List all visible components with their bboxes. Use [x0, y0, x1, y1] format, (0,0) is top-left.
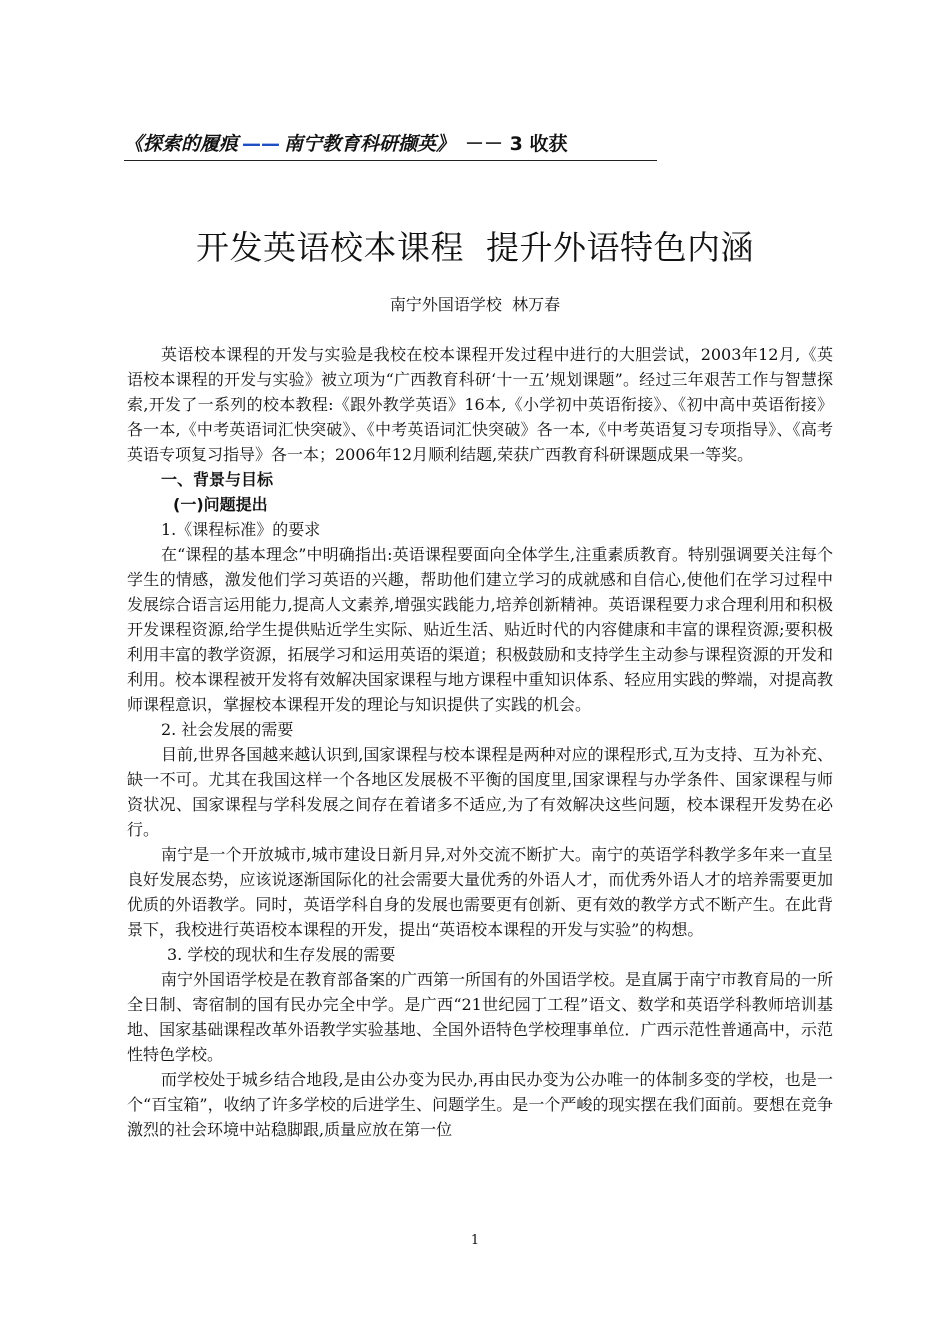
body-paragraph-5: 而学校处于城乡结合地段,是由公办变为民办,再由民办变为公办唯一的体制多变的学校，也是一个“百宝箱”，收纳了许多学校的后进学生、问题学生。是一个严峻的现实摆在我们面前。要想在竞争激烈的社会环境中站稳脚跟,质量应放在第一位 — [127, 1070, 833, 1139]
header-book-title: 《探索的履痕 — [124, 133, 239, 155]
intro-paragraph: 英语校本课程的开发与实验是我校在校本课程开发过程中进行的大胆尝试，2003年12月,《英语校本课程的开发与实验》被立项为“广西教育科研‘十一五’规划课题”。经过三年艰苦工作与智慧探索,开发了一系列的校本教程:《跟外教学英语》16本,《小学初中英语衔接》、《初中高中英语衔接》各一本,《中考英语词汇快突破》、《中考英语词汇快突破》各一本,《中考英语复习专项指导》、《高考英语专项复习指导》各一本；2006年12月顺利结题,荣获广西教育科研课题成果一等奖。 — [127, 345, 833, 464]
article-body — [127, 342, 833, 1142]
body-paragraph-4: 南宁外国语学校是在教育部备案的广西第一所国有的外国语学校。是直属于南宁市教育局的一所全日制、寄宿制的国有民办完全中学。是广西“21世纪园丁工程”语文、数学和英语学科教师培训基地、国家基础课程改革外语教学实验基地、全国外语特色学校理事单位．广西示范性普通高中，示范性特色学校。 — [127, 970, 834, 1064]
running-header — [124, 128, 657, 161]
point-heading-1: 1.《课程标准》的要求 — [161, 520, 321, 539]
body-paragraph-2: 目前,世界各国越来越认识到,国家课程与校本课程是两种对应的课程形式,互为支持、互为补充、缺一不可。尤其在我国这样一个各地区发展极不平衡的国度里,国家课程与办学条件、国家课程与师资状况、国家课程与学科发展之间存在着诸多不适应,为了有效解决这些问题，校本课程开发势在必行。 — [127, 745, 833, 839]
header-section: －－ 3 收获 — [465, 133, 568, 155]
page-number: 1 — [470, 1233, 480, 1248]
article-author: 南宁外国语学校 林万春 — [389, 295, 561, 314]
article-title: 开发英语校本课程 提升外语特色内涵 — [196, 228, 754, 267]
header-dash: —— — [242, 133, 281, 155]
header-subtitle: 南宁教育科研撷英》 — [284, 133, 456, 155]
point-heading-3: 3. 学校的现状和生存发展的需要 — [167, 945, 396, 964]
body-paragraph-3: 南宁是一个开放城市,城市建设日新月异,对外交流不断扩大。南宁的英语学科教学多年来一直呈良好发展态势，应该说逐渐国际化的社会需要大量优秀的外语人才，而优秀外语人才的培养需要更加优质的外语教学。同时，英语学科自身的发展也需要更有创新、更有效的教学方式不断产生。在此背景下，我校进行英语校本课程的开发，提出“英语校本课程的开发与实验”的构想。 — [127, 845, 833, 939]
section-heading: 一、背景与目标 — [161, 470, 274, 489]
subsection-heading: (一)问题提出 — [173, 495, 268, 514]
point-heading-2: 2. 社会发展的需要 — [161, 720, 294, 739]
body-paragraph-1: 在“课程的基本理念”中明确指出:英语课程要面向全体学生,注重素质教育。特别强调要关注每个学生的情感，激发他们学习英语的兴趣，帮助他们建立学习的成就感和自信心,使他们在学习过程中发展综合语言运用能力,提高人文素养,增强实践能力,培养创新精神。英语课程要力求合理利用和积极开发课程资源,给学生提供贴近学生实际、贴近生活、贴近时代的内容健康和丰富的课程资源;要积极利用丰富的教学资源，拓展学习和运用英语的渠道；积极鼓励和支持学生主动参与课程资源的开发和利用。校本课程被开发将有效解决国家课程与地方课程中重知识体系、轻应用实践的弊端，对提高教师课程意识，掌握校本课程开发的理论与知识提供了实践的机会。 — [127, 545, 833, 714]
